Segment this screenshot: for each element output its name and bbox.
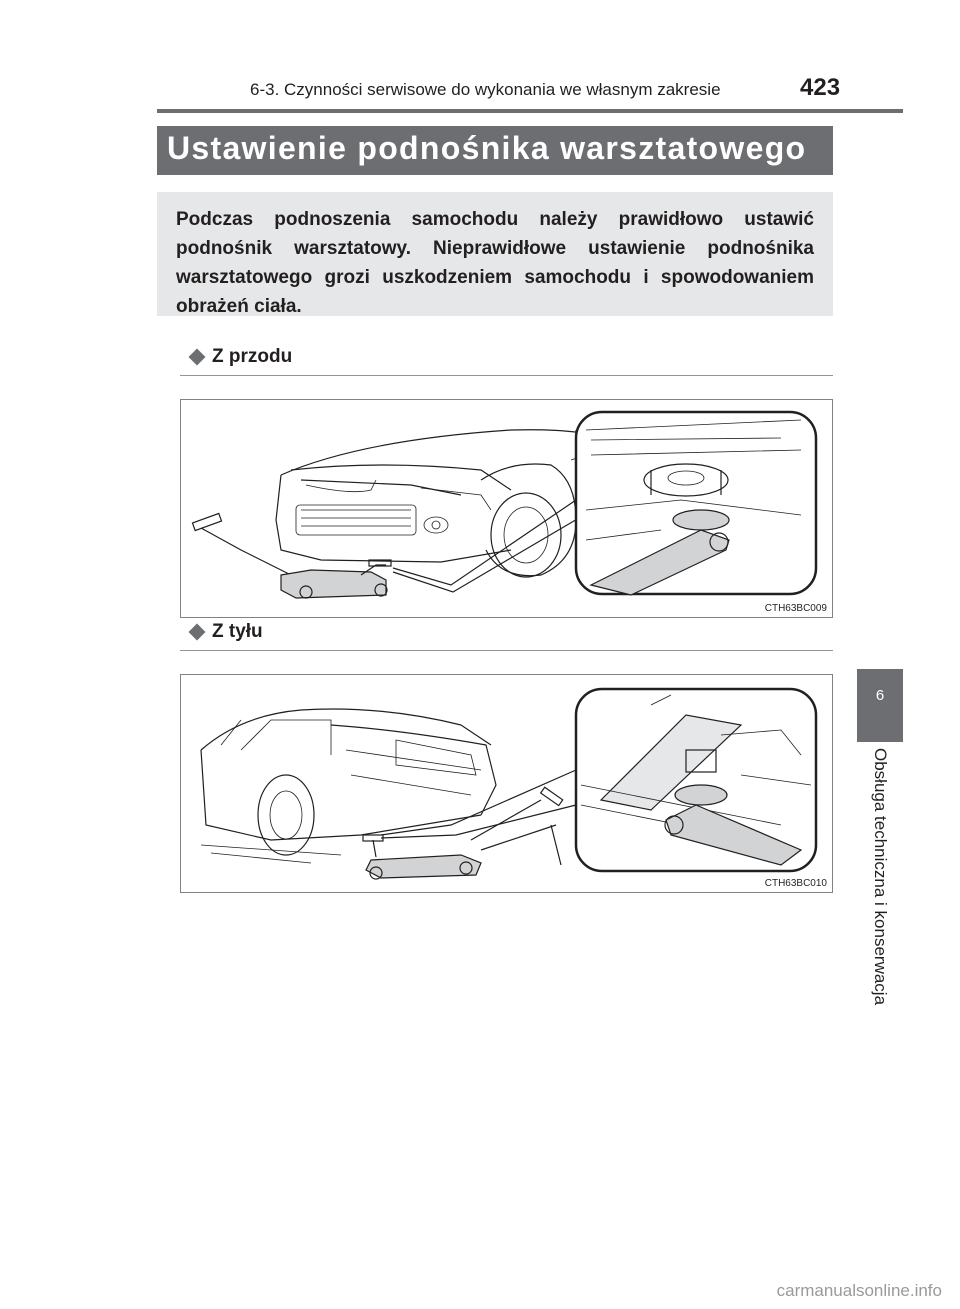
figure-code: CTH63BC009 bbox=[764, 603, 827, 614]
chapter-label: Obsługa techniczna i konserwacja bbox=[871, 748, 890, 1006]
section-heading-label: Z przodu bbox=[212, 346, 293, 367]
chapter-tab[interactable] bbox=[857, 669, 903, 742]
figure-code: CTH63BC010 bbox=[764, 878, 827, 889]
figure-front-jack bbox=[180, 399, 833, 618]
section-heading-label: Z tyłu bbox=[212, 621, 263, 642]
title-bar bbox=[157, 126, 833, 175]
chapter-number: 6 bbox=[875, 687, 885, 704]
front-jack-illustration bbox=[181, 400, 832, 617]
section-heading-rear bbox=[188, 621, 263, 643]
section-rule bbox=[180, 375, 833, 376]
running-header: 6-3. Czynności serwisowe do wykonania we własnym zakresie bbox=[250, 80, 721, 99]
intro-text: Podczas podnoszenia samochodu należy prawidłowo ustawić podnośnik warsztatowy. Nieprawidłowe ustawienie podnośnika warsztatowego grozi uszkodzeniem samochodu i spowodowaniem obrażeń ciała. bbox=[176, 209, 814, 317]
section-heading-front bbox=[188, 346, 292, 368]
section-rule bbox=[180, 650, 833, 651]
page-number: 423 bbox=[800, 74, 841, 101]
figure-rear-jack bbox=[180, 674, 833, 893]
page-title: Ustawienie podnośnika warsztatowego bbox=[167, 130, 807, 166]
header-rule bbox=[157, 109, 903, 113]
rear-jack-illustration bbox=[181, 675, 832, 892]
watermark-text: carmanualsonline.info bbox=[776, 1281, 942, 1300]
intro-box bbox=[157, 192, 833, 316]
diamond-bullet-icon bbox=[189, 349, 206, 366]
diamond-bullet-icon bbox=[189, 624, 206, 641]
